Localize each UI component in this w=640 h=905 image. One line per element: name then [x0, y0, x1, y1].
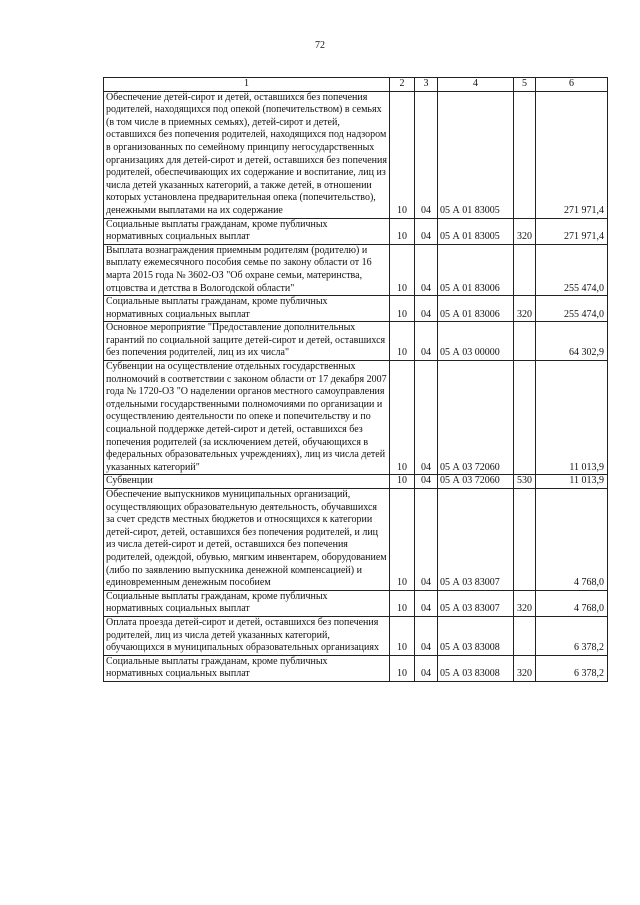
row-expense-type-cell: 320	[514, 218, 536, 244]
budget-table-body	[104, 78, 608, 682]
row-section-cell: 10	[390, 590, 415, 616]
table-row	[104, 296, 608, 322]
row-expense-type-cell: 320	[514, 296, 536, 322]
row-section-cell: 10	[390, 91, 415, 218]
row-name-cell: Субвенции	[104, 475, 390, 489]
row-section-cell: 10	[390, 655, 415, 681]
table-row	[104, 244, 608, 295]
row-target-code-cell: 05 А 03 72060	[438, 361, 514, 475]
row-name-cell: Социальные выплаты гражданам, кроме публичных нормативных социальных выплат	[104, 218, 390, 244]
row-section-cell: 10	[390, 296, 415, 322]
row-section-cell: 10	[390, 616, 415, 655]
row-amount-cell: 64 302,9	[536, 322, 608, 361]
row-target-code-cell: 05 А 03 83007	[438, 590, 514, 616]
row-expense-type-cell: 320	[514, 590, 536, 616]
row-expense-type-cell	[514, 616, 536, 655]
row-name-cell: Обеспечение выпускников муниципальных организаций, осуществляющих образовательную деятельность, обучавшихся за счет средств местных бюджетов и относящихся к категории детей-сирот, детей, оставшихся без попечения родителей, и лиц из числа детей-сирот и детей, оставшихся без попечения родителей, одеждой, обувью, мягким инвентарем, оборудованием (либо по заявлению выпускника денежной компенсацией) и единовременным денежным пособием	[104, 489, 390, 591]
row-amount-cell: 11 013,9	[536, 475, 608, 489]
row-subsection-cell: 04	[415, 322, 438, 361]
header-cell-3: 3	[415, 78, 438, 92]
row-subsection-cell: 04	[415, 244, 438, 295]
row-subsection-cell: 04	[415, 590, 438, 616]
row-target-code-cell: 05 А 03 00000	[438, 322, 514, 361]
table-row	[104, 489, 608, 591]
row-target-code-cell: 05 А 03 83008	[438, 655, 514, 681]
row-expense-type-cell	[514, 244, 536, 295]
row-subsection-cell: 04	[415, 475, 438, 489]
row-section-cell: 10	[390, 361, 415, 475]
row-name-cell: Выплата вознаграждения приемным родителям (родителю) и выплату ежемесячного пособия семье по закону области от 16 марта 2015 года № 3602-ОЗ "Об охране семьи, материнства, отцовства и детства в Вологодской области"	[104, 244, 390, 295]
row-amount-cell: 6 378,2	[536, 616, 608, 655]
row-target-code-cell: 05 А 01 83005	[438, 91, 514, 218]
row-name-cell: Оплата проезда детей-сирот и детей, оставшихся без попечения родителей, лиц из числа детей указанных категорий, обучающихся в муниципальных образовательных организациях	[104, 616, 390, 655]
row-target-code-cell: 05 А 01 83006	[438, 244, 514, 295]
row-target-code-cell: 05 А 01 83006	[438, 296, 514, 322]
table-row	[104, 91, 608, 218]
header-cell-5: 5	[514, 78, 536, 92]
row-expense-type-cell	[514, 361, 536, 475]
row-section-cell: 10	[390, 218, 415, 244]
table-row	[104, 616, 608, 655]
row-subsection-cell: 04	[415, 218, 438, 244]
row-name-cell: Социальные выплаты гражданам, кроме публичных нормативных социальных выплат	[104, 296, 390, 322]
row-section-cell: 10	[390, 322, 415, 361]
row-amount-cell: 4 768,0	[536, 489, 608, 591]
row-name-cell: Социальные выплаты гражданам, кроме публичных нормативных социальных выплат	[104, 655, 390, 681]
header-cell-2: 2	[390, 78, 415, 92]
table-row	[104, 322, 608, 361]
page-number: 72	[315, 40, 325, 51]
row-amount-cell: 4 768,0	[536, 590, 608, 616]
row-expense-type-cell	[514, 322, 536, 361]
row-subsection-cell: 04	[415, 489, 438, 591]
row-target-code-cell: 05 А 03 72060	[438, 475, 514, 489]
row-target-code-cell: 05 А 01 83005	[438, 218, 514, 244]
row-expense-type-cell: 320	[514, 655, 536, 681]
row-amount-cell: 271 971,4	[536, 218, 608, 244]
row-expense-type-cell: 530	[514, 475, 536, 489]
row-target-code-cell: 05 А 03 83008	[438, 616, 514, 655]
row-target-code-cell: 05 А 03 83007	[438, 489, 514, 591]
header-cell-6: 6	[536, 78, 608, 92]
budget-table	[103, 77, 608, 682]
row-section-cell: 10	[390, 489, 415, 591]
row-amount-cell: 255 474,0	[536, 296, 608, 322]
table-row	[104, 590, 608, 616]
row-expense-type-cell	[514, 489, 536, 591]
row-amount-cell: 271 971,4	[536, 91, 608, 218]
row-name-cell: Социальные выплаты гражданам, кроме публичных нормативных социальных выплат	[104, 590, 390, 616]
row-amount-cell: 6 378,2	[536, 655, 608, 681]
row-subsection-cell: 04	[415, 655, 438, 681]
row-name-cell: Обеспечение детей-сирот и детей, оставшихся без попечения родителей, находящихся под опекой (попечительством) в семьях (в том числе в приемных семьях), детей-сирот и детей, оставшихся без попечения родителей, находящихся под надзором в организованных по семейному принципу негосударственных организациях для детей-сирот и детей, оставшихся без попечения родителей, обеспечивающих их содержание и воспитание, лиц из числа детей указанных категорий, а также детей, в отношении которых установлена предварительная опека (попечительство), денежными выплатами на их содержание	[104, 91, 390, 218]
row-section-cell: 10	[390, 475, 415, 489]
row-amount-cell: 11 013,9	[536, 361, 608, 475]
row-subsection-cell: 04	[415, 616, 438, 655]
row-subsection-cell: 04	[415, 361, 438, 475]
row-section-cell: 10	[390, 244, 415, 295]
row-subsection-cell: 04	[415, 296, 438, 322]
row-name-cell: Основное мероприятие "Предоставление дополнительных гарантий по социальной защите детей-сирот и детей, оставшихся без попечения родителей, лиц из их числа"	[104, 322, 390, 361]
row-subsection-cell: 04	[415, 91, 438, 218]
table-row	[104, 475, 608, 489]
row-expense-type-cell	[514, 91, 536, 218]
table-row	[104, 361, 608, 475]
table-row	[104, 218, 608, 244]
table-header-row	[104, 78, 608, 92]
row-amount-cell: 255 474,0	[536, 244, 608, 295]
header-cell-4: 4	[438, 78, 514, 92]
header-cell-1: 1	[104, 78, 390, 92]
row-name-cell: Субвенции на осуществление отдельных государственных полномочий в соответствии с законом области от 17 декабря 2007 года № 1720-ОЗ "О наделении органов местного самоуправления отдельными государственными полномочиями по организации и осуществлению деятельности по опеке и попечительству и по социальной поддержке детей-сирот и детей, оставшихся без попечения родителей (за исключением детей, обучающихся в федеральных образовательных учреждениях), лиц из числа детей указанных категорий"	[104, 361, 390, 475]
table-row	[104, 655, 608, 681]
